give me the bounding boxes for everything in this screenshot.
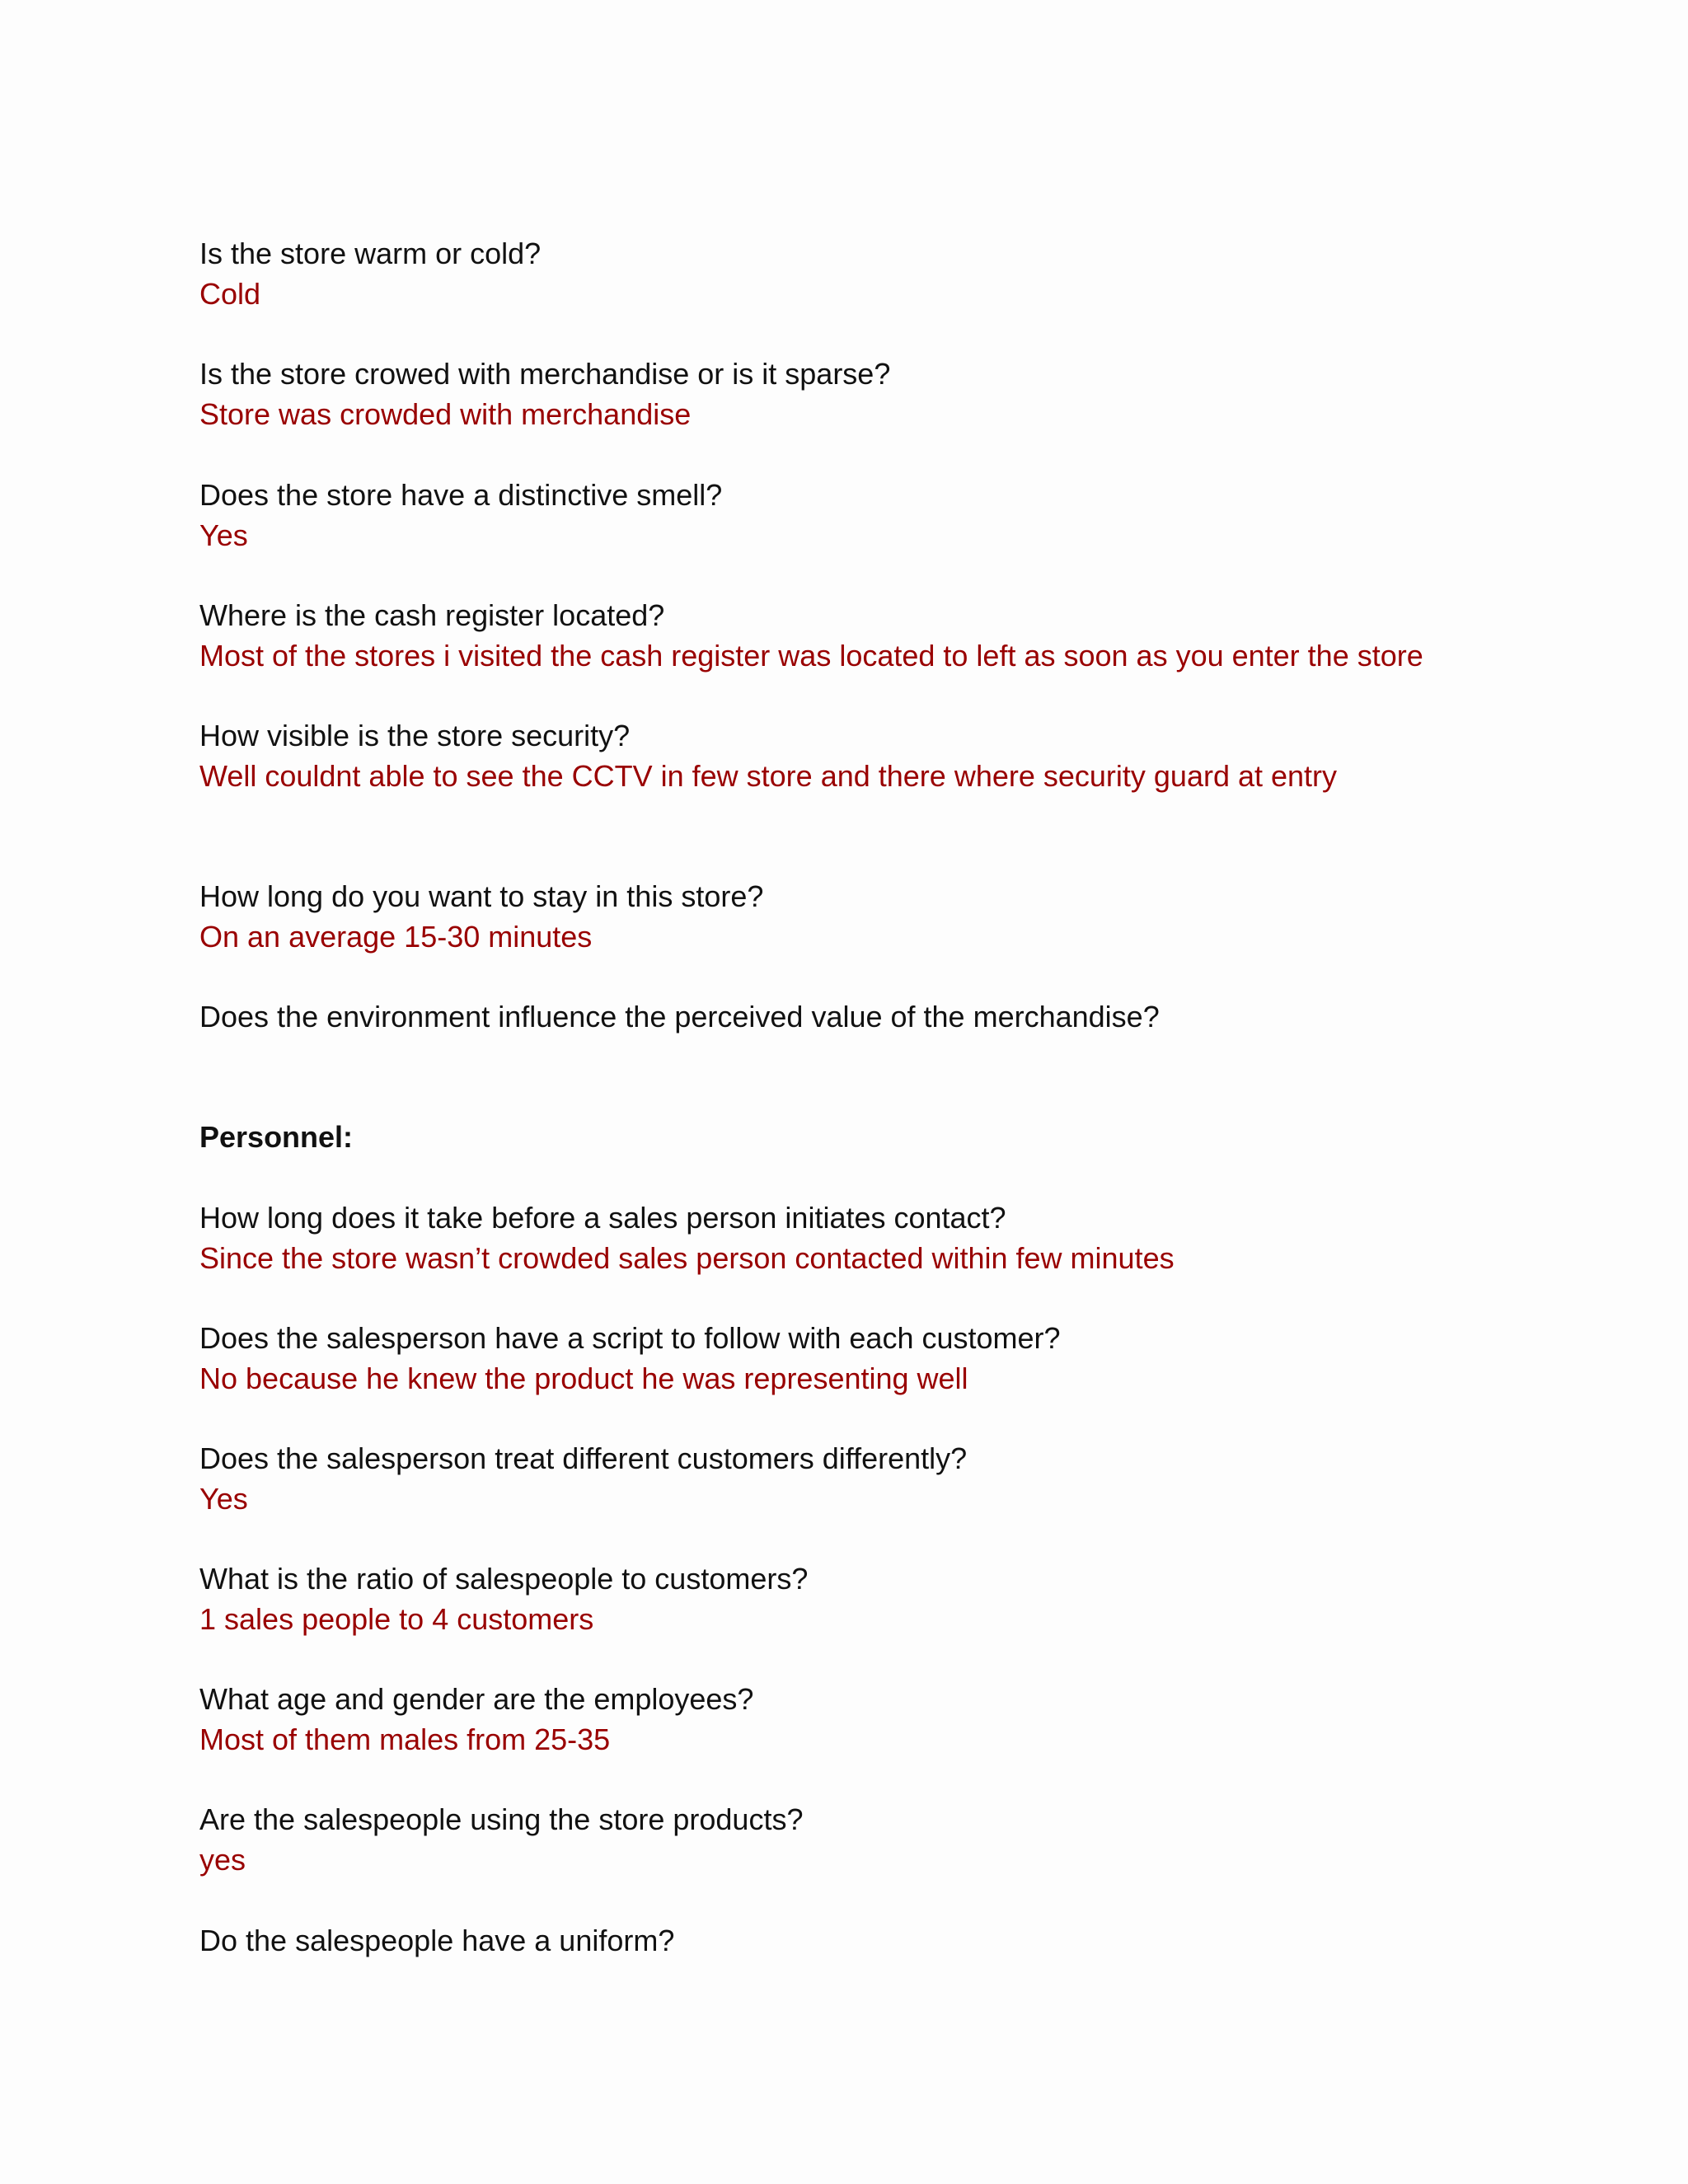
question-text: Does the store have a distinctive smell?	[199, 478, 723, 512]
answer-text: Cold	[199, 277, 261, 311]
section-heading-personnel: Personnel:	[199, 1120, 354, 1154]
question-text: Where is the cash register located?	[199, 598, 665, 632]
question-text: How long do you want to stay in this store?	[199, 879, 764, 913]
answer-text: Most of them males from 25-35	[199, 1722, 611, 1756]
answer-text: Since the store wasn’t crowded sales person contacted within few minutes	[199, 1241, 1175, 1275]
question-text: Are the salespeople using the store products?	[199, 1802, 804, 1836]
answer-text: Most of the stores i visited the cash register was located to left as soon as you enter the store	[199, 639, 1423, 673]
question-text: Does the salesperson have a script to follow with each customer?	[199, 1321, 1061, 1355]
answer-text: On an average 15-30 minutes	[199, 920, 593, 954]
answer-text: 1 sales people to 4 customers	[199, 1602, 594, 1636]
question-text: Do the salespeople have a uniform?	[199, 1924, 675, 1957]
question-text: Does the salesperson treat different customers differently?	[199, 1441, 968, 1475]
question-text: What age and gender are the employees?	[199, 1682, 754, 1716]
answer-text: No because he knew the product he was representing well	[199, 1361, 968, 1395]
answer-text: Store was crowded with merchandise	[199, 397, 692, 431]
question-text: How long does it take before a sales person initiates contact?	[199, 1201, 1006, 1235]
question-text: Is the store crowed with merchandise or is it sparse?	[199, 357, 891, 391]
answer-text: Yes	[199, 518, 248, 552]
answer-text: Well couldnt able to see the CCTV in few store and there where security guard at entry	[199, 759, 1338, 793]
question-text: Does the environment influence the perceived value of the merchandise?	[199, 1000, 1160, 1033]
answer-text: Yes	[199, 1482, 248, 1516]
question-text: How visible is the store security?	[199, 719, 631, 752]
answer-text: yes	[199, 1843, 246, 1877]
question-text: Is the store warm or cold?	[199, 237, 542, 270]
question-text: What is the ratio of salespeople to customers?	[199, 1562, 809, 1596]
